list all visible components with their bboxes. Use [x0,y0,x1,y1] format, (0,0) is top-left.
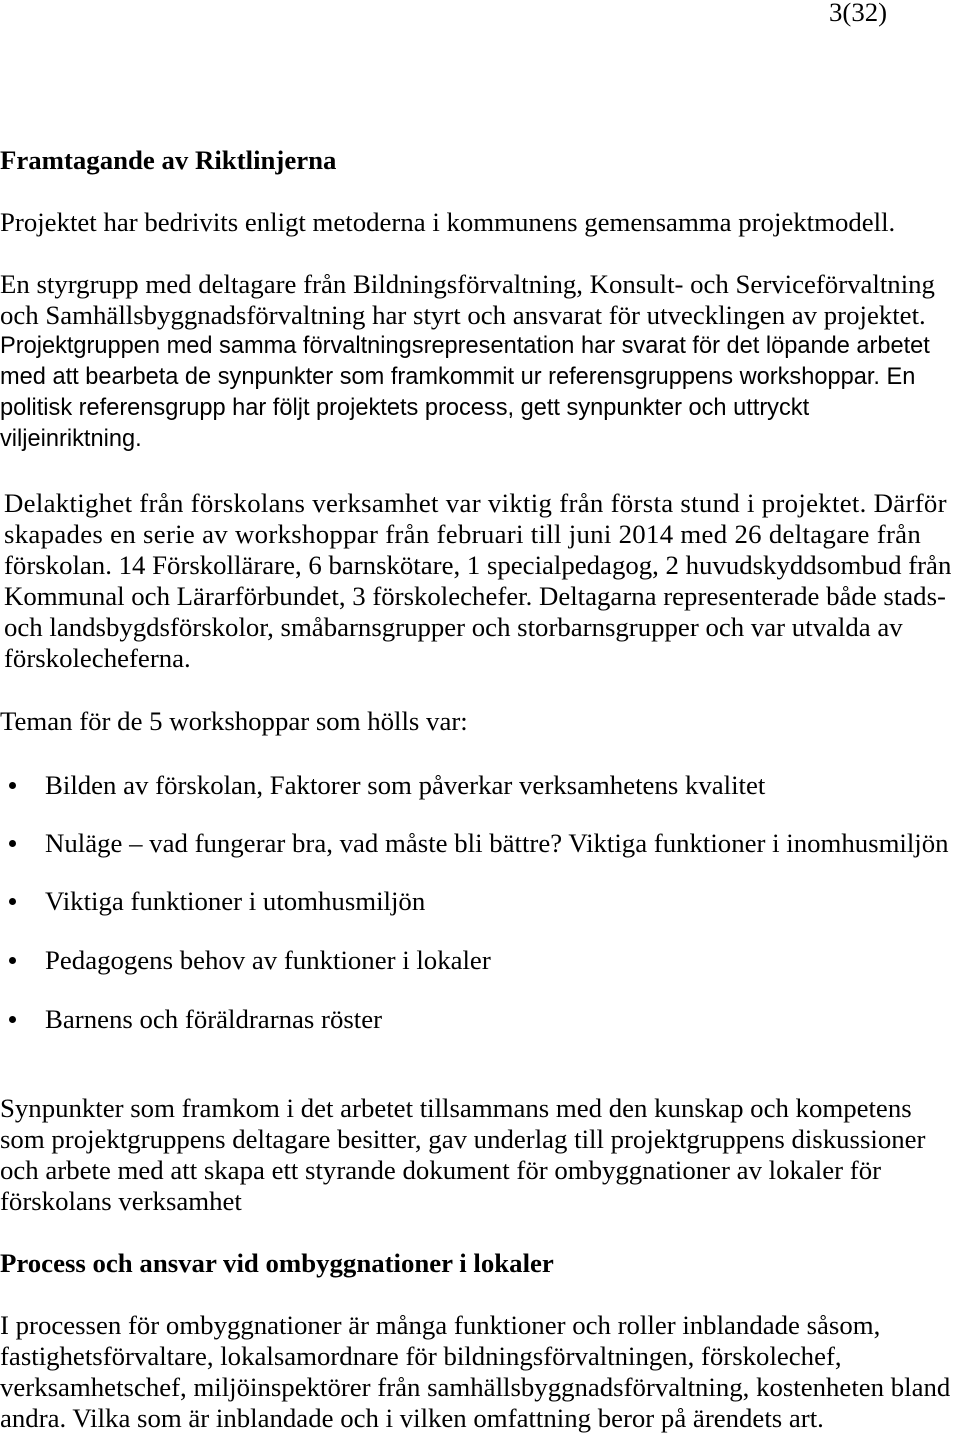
paragraph-line: verksamhetschef, miljöinspektörer från samhällsbyggnadsförvaltning, kostenheten bland [0,1372,951,1402]
section-heading-process [0,1248,554,1279]
paragraph-delaktighet [4,488,951,674]
bullet-icon [9,898,16,905]
paragraph-line: Projektet har bedrivits enligt metoderna i kommunens gemensamma projektmodell. [0,207,896,237]
list-item-text: Viktiga funktioner i utomhusmiljön [45,886,426,916]
section-heading-framtagande [0,145,336,176]
heading-text: Process och ansvar vid ombyggnationer i lokaler [0,1248,554,1278]
list-item-text: Nuläge – vad fungerar bra, vad måste bli bättre? Viktiga funktioner i inomhusmiljön [45,828,949,858]
bullet-icon [9,1016,16,1023]
list-intro-text: Teman för de 5 workshoppar som hölls var: [0,706,468,736]
paragraph-line: förskolecheferna. [4,643,191,673]
paragraph-line: Synpunkter som framkom i det arbetet tillsammans med den kunskap och kompetens [0,1093,912,1123]
paragraph-synpunkter [0,1093,925,1217]
paragraph-line: andra. Vilka som är inblandade och i vilken omfattning beror på ärendets art. [0,1403,824,1433]
list-item-text: Barnens och föräldrarnas röster [45,1004,383,1034]
paragraph-line: Kommunal och Lärarförbundet, 3 förskolechefer. Deltagarna representerade både stads- [4,581,946,611]
bullet-icon [9,957,16,964]
paragraph-line: och landsbygdsförskolor, småbarnsgrupper och storbarnsgrupper och var utvalda av [4,612,903,642]
bullet-icon [9,840,16,847]
paragraph-processen [0,1310,950,1434]
heading-text: Framtagande av Riktlinjerna [0,145,337,175]
paragraph-line: politisk referensgrupp har följt projektets process, gett synpunkter och uttryckt [0,395,810,421]
list-item-text: Bilden av förskolan, Faktorer som påverkar verksamhetens kvalitet [45,770,766,800]
paragraph-line: I processen för ombyggnationer är många funktioner och roller inblandade såsom, [0,1310,881,1340]
paragraph-line: viljeinriktning. [0,426,142,452]
list-intro [0,706,468,737]
paragraph-line: förskolan. 14 Förskollärare, 6 barnskötare, 1 specialpedagog, 2 huvudskyddsombud från [4,550,952,580]
paragraph-line: och arbete med att skapa ett styrande dokument för ombyggnationer av lokaler för [0,1155,882,1185]
paragraph-line: med att bearbeta de synpunkter som framkommit ur referensgruppens workshoppar. En [0,364,916,390]
paragraph-line: fastighetsförvaltare, lokalsamordnare för bildningsförvaltningen, förskolechef, [0,1341,842,1371]
page-number: 3(32) [829,0,888,27]
paragraph-line: som projektgruppens deltagare besitter, gav underlag till projektgruppens diskussioner [0,1124,926,1154]
paragraph-line: skapades en serie av workshoppar från februari till juni 2014 med 26 deltagare från [4,519,922,549]
list-item-text: Pedagogens behov av funktioner i lokaler [45,945,491,975]
paragraph-line: förskolans verksamhet [0,1186,242,1216]
paragraph-line: Projektgruppen med samma förvaltningsrepresentation har svarat för det löpande arbetet [0,333,930,359]
bullet-icon [9,782,16,789]
paragraph-line: Delaktighet från förskolans verksamhet var viktig från första stund i projektet. Därför [4,488,947,518]
paragraph-projektmodell [0,207,895,238]
paragraph-line: En styrgrupp med deltagare från Bildningsförvaltning, Konsult- och Serviceförvaltning [0,269,935,299]
paragraph-line: och Samhällsbyggnadsförvaltning har styrt och ansvarat för utvecklingen av projektet. [0,300,926,330]
paragraph-organisation [0,269,935,455]
